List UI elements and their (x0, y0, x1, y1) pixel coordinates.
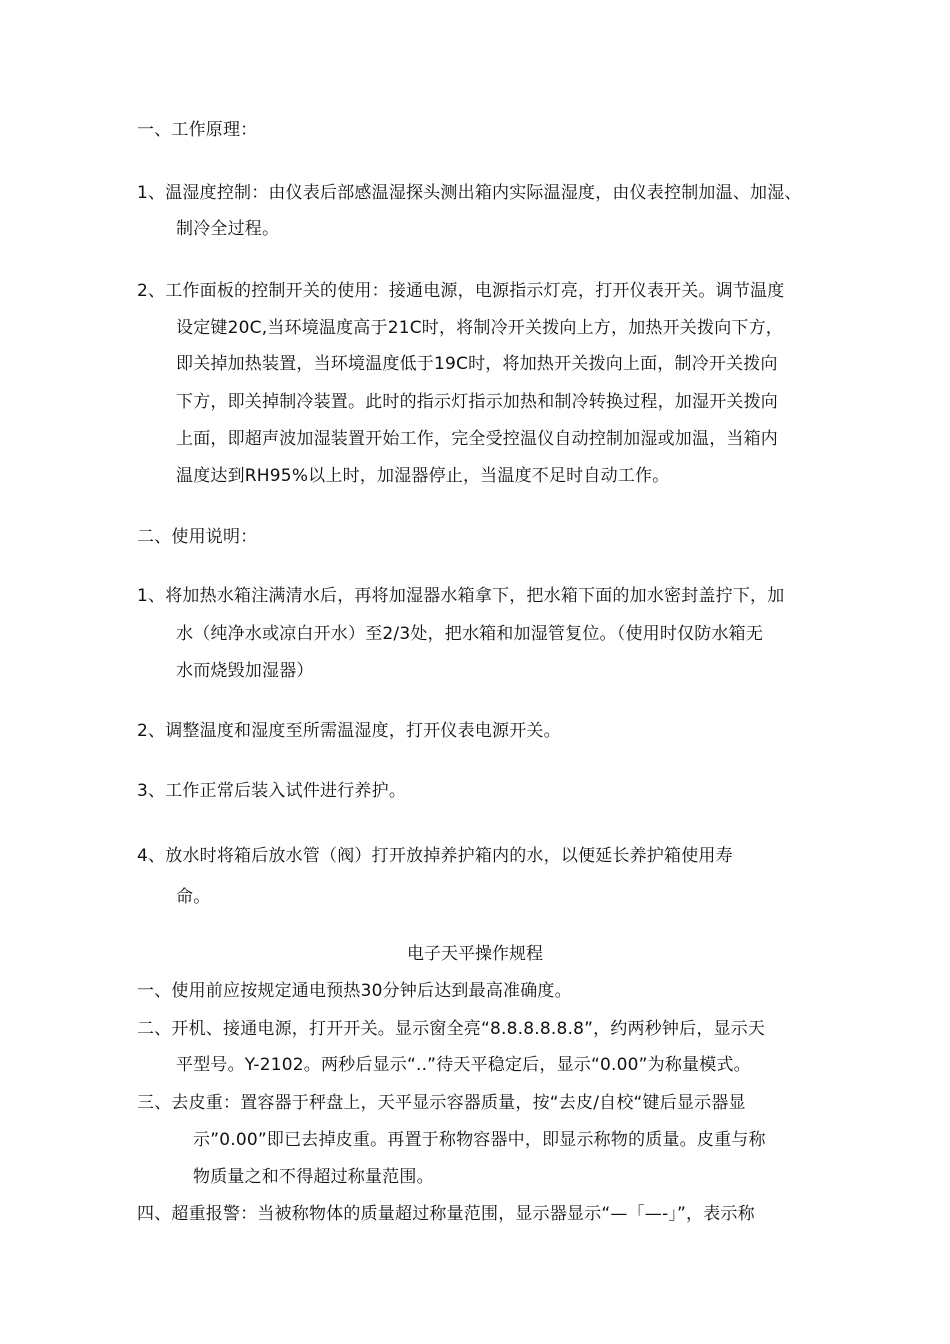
section1-item2-line4: 下方，即关掉制冷装置。此时的指示灯指示加热和制冷转换过程，加湿开关拨向 (176, 392, 778, 412)
balance-step4: 四、超重报警：当被称物体的质量超过称量范围，显示器显示“—「—-」”，表示称 (137, 1204, 755, 1224)
section2-heading: 二、使用说明： (137, 527, 258, 547)
balance-step3-line1: 三、去皮重：置容器于秤盘上，天平显示容器质量，按“去皮/自校“键后显示器显 (137, 1093, 746, 1113)
balance-step3-line2: 示”0.00”即已去掉皮重。再置于称物容器中，即显示称物的质量。皮重与称 (193, 1130, 766, 1150)
section1-item1-line2: 制冷全过程。 (176, 219, 280, 239)
section2-item1-line3: 水而烧毁加湿器） (176, 661, 314, 681)
section2-item1-line2: 水（纯净水或凉白开水）至2/3处，把水箱和加湿管复位。（使用时仅防水箱无 (176, 624, 764, 644)
section2-item1-line1: 1、将加热水箱注满清水后，再将加湿器水箱拿下，把水箱下面的加水密封盖拧下，加 (137, 586, 785, 606)
balance-step2-line1: 二、开机、接通电源，打开开关。显示窗全亮“8.8.8.8.8.8”，约两秒钟后，显示天 (137, 1019, 766, 1039)
section1-heading: 一、工作原理： (137, 120, 258, 140)
balance-title: 电子天平操作规程 (407, 944, 543, 964)
section1-item2-line6: 温度达到RH95%以上时，加湿器停止，当温度不足时自动工作。 (176, 466, 670, 486)
balance-step3-line3: 物质量之和不得超过称量范围。 (193, 1167, 434, 1187)
section1-item1-line1: 1、温湿度控制：由仪表后部感温湿探头测出箱内实际温湿度，由仪表控制加温、加湿、 (137, 183, 802, 203)
section1-item2-line2: 设定键20C,当环境温度高于21C时，将制冷开关拨向上方，加热开关拨向下方， (176, 318, 784, 338)
section1-item2-line5: 上面，即超声波加湿装置开始工作，完全受控温仪自动控制加湿或加温，当箱内 (176, 429, 778, 449)
section2-item3: 3、工作正常后装入试件进行养护。 (137, 781, 407, 801)
balance-step1: 一、使用前应按规定通电预热30分钟后达到最高准确度。 (137, 981, 572, 1001)
section2-item2: 2、调整温度和湿度至所需温湿度，打开仪表电源开关。 (137, 721, 561, 741)
section2-item4-line1: 4、放水时将箱后放水管（阀）打开放掉养护箱内的水，以便延长养护箱使用寿 (137, 846, 733, 866)
section1-item2-line3: 即关掉加热装置，当环境温度低于19C时，将加热开关拨向上面，制冷开关拨向 (176, 354, 778, 374)
section2-item4-line2: 命。 (176, 887, 211, 907)
section1-item2-line1: 2、工作面板的控制开关的使用：接通电源，电源指示灯亮，打开仪表开关。调节温度 (137, 281, 785, 301)
balance-step2-line2: 平型号。Y-2102。两秒后显示“..”待天平稳定后，显示“0.00”为称量模式。 (176, 1055, 751, 1075)
